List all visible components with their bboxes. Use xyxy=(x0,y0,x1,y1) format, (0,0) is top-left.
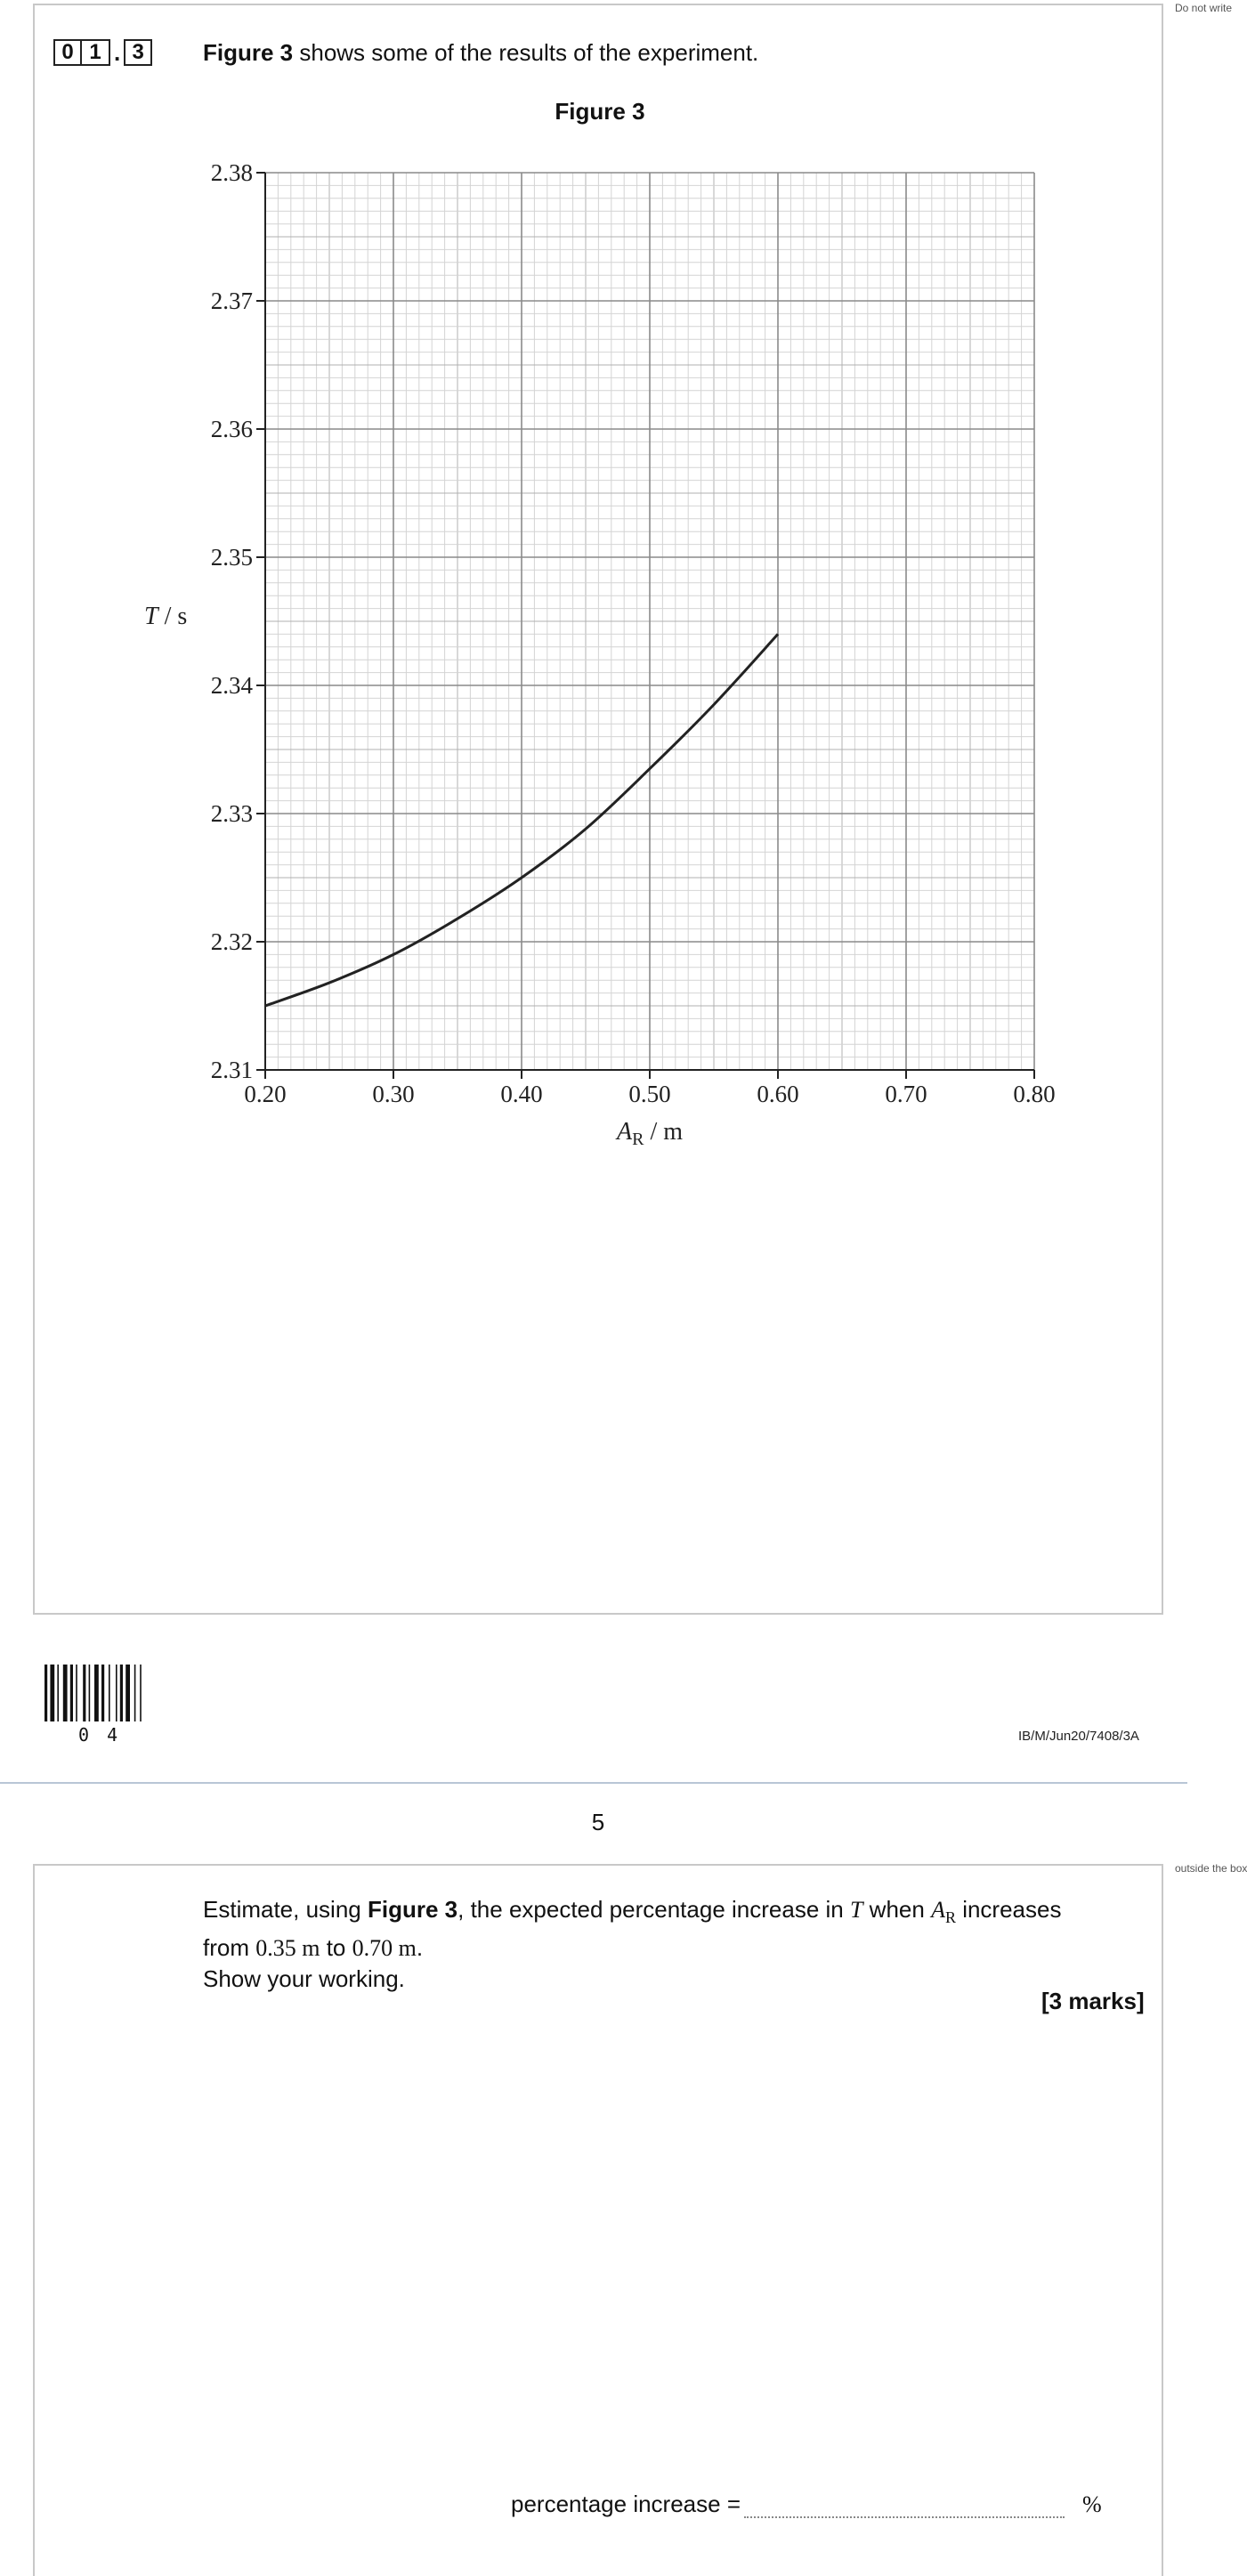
figure-reference: Figure 3 xyxy=(203,39,294,66)
question-digit: 1 xyxy=(82,39,110,66)
question-digit: 0 xyxy=(53,39,82,66)
question-digit: 3 xyxy=(124,39,152,66)
barcode-bar xyxy=(126,1665,130,1721)
barcode-bar xyxy=(83,1665,85,1721)
y-tick-label: 2.32 xyxy=(210,928,253,955)
y-tick-label: 2.31 xyxy=(210,1057,253,1083)
x-tick-label: 0.70 xyxy=(885,1081,927,1107)
barcode-bar xyxy=(94,1665,99,1721)
barcode-bar xyxy=(109,1665,110,1721)
side-mark-line: Do not write xyxy=(1175,2,1233,14)
barcode-bar xyxy=(140,1665,142,1721)
marks-allocation: [3 marks] xyxy=(1041,1988,1145,2014)
y-tick-label: 2.37 xyxy=(210,288,253,314)
paper-code: IB/M/Jun20/7408/3A xyxy=(1018,1729,1139,1744)
barcode-bar xyxy=(50,1665,54,1721)
figure-reference: Figure 3 xyxy=(367,1896,458,1923)
barcode-bar xyxy=(134,1665,136,1721)
page-number: 5 xyxy=(591,1809,605,1835)
y-tick-label: 2.35 xyxy=(210,544,253,571)
barcode-bar xyxy=(120,1665,123,1721)
barcode-bar xyxy=(70,1665,73,1721)
y-tick-label: 2.36 xyxy=(210,416,253,442)
side-mark-line: outside the box xyxy=(1175,1862,1247,1875)
x-tick-label: 0.60 xyxy=(757,1081,799,1107)
barcode-bar xyxy=(63,1665,68,1721)
answer-unit: % xyxy=(1082,2491,1102,2517)
barcode-bar xyxy=(101,1665,104,1721)
y-axis-label: T / s xyxy=(144,602,188,630)
side-margin-note xyxy=(1175,2,1233,14)
side-margin-note xyxy=(1175,1862,1247,1875)
x-tick-label: 0.50 xyxy=(628,1081,671,1107)
x-tick-label: 0.40 xyxy=(500,1081,543,1107)
barcode-digits: 0 4 xyxy=(78,1724,122,1746)
barcode-bar xyxy=(76,1665,77,1721)
answer-row xyxy=(511,2491,1102,2518)
barcode-bar xyxy=(57,1665,59,1721)
question-line: Estimate, using Figure 3, the expected percentage increase in T when $A_R$ increases xyxy=(203,1896,1062,1927)
question-line: Show your working. xyxy=(203,1965,405,1993)
y-tick-label: 2.34 xyxy=(210,672,253,699)
intro-text: shows some of the results of the experiment. xyxy=(293,39,759,66)
answer-label: percentage increase = xyxy=(511,2491,741,2517)
y-tick-label: 2.33 xyxy=(210,800,253,827)
page-separator xyxy=(0,1782,1187,1784)
barcode-bar xyxy=(89,1665,91,1721)
figure-title: Figure 3 xyxy=(555,98,645,125)
x-tick-label: 0.80 xyxy=(1013,1081,1056,1107)
answer-input-line[interactable] xyxy=(744,2491,1065,2518)
barcode-bar xyxy=(116,1665,117,1721)
question-separator: . xyxy=(114,39,121,66)
barcode xyxy=(45,1665,169,1727)
question-number xyxy=(53,39,152,66)
barcode-bar xyxy=(45,1665,47,1721)
figure-3-chart xyxy=(125,151,1104,1157)
x-tick-label: 0.20 xyxy=(244,1081,287,1107)
y-tick-label: 2.38 xyxy=(210,159,253,186)
question-text xyxy=(203,1894,1155,1994)
x-tick-label: 0.30 xyxy=(372,1081,415,1107)
question-line: from 0.35 m to 0.70 m. xyxy=(203,1934,424,1962)
x-axis-label: $A_R$ / m xyxy=(616,1118,684,1149)
question-intro xyxy=(203,39,758,67)
